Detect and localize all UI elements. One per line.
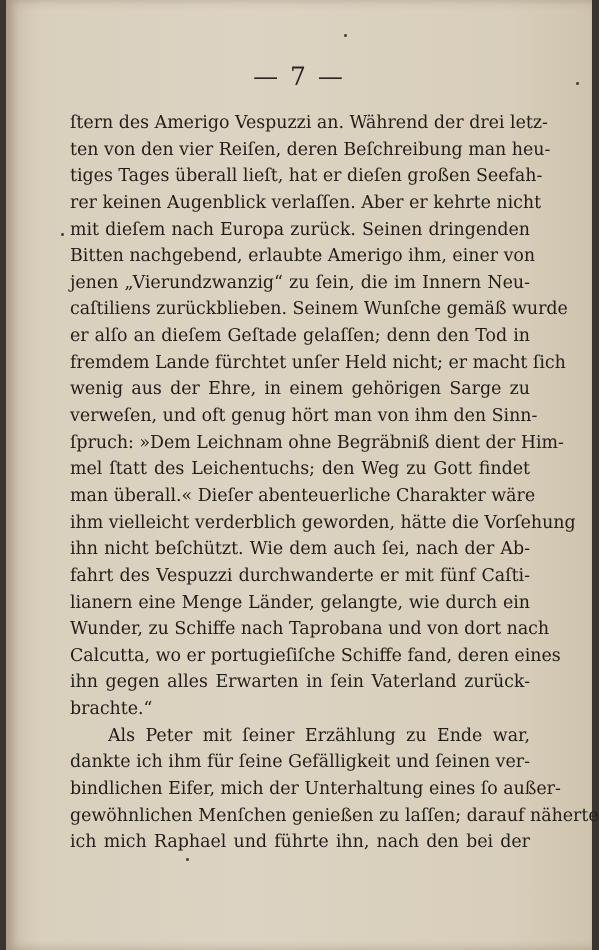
text-line: Bitten nachgebend, erlaubte Amerigo ihm, einer von	[70, 246, 536, 267]
text-line: wenig aus der Ehre, in einem gehörigen Sarge zu	[70, 379, 530, 400]
text-line: gewöhnlichen Menſchen genießen zu laſſen; darauf näherte	[70, 805, 599, 826]
text-line: er alſo an dieſem Geſtade gelaſſen; denn den Tod in	[70, 326, 530, 347]
text-line: tiges Tages überall lieſt, hat er dieſen großen Seefah-	[70, 166, 543, 187]
text-line: ſpruch: »Dem Leichnam ohne Begräbniß dient der Him-	[70, 432, 564, 453]
text-line: lianern eine Menge Länder, gelangte, wie durch ein	[70, 592, 530, 613]
text-line: jenen „Vierundzwanzig“ zu ſein, die im Innern Neu-	[70, 272, 530, 293]
text-line: caſtiliens zurückblieben. Seinem Wunſche gemäß wurde	[70, 299, 568, 320]
paper-speck	[576, 82, 579, 85]
text-line: ich mich Raphael und führte ihn, nach den bei der	[70, 832, 530, 853]
text-line: mit dieſem nach Europa zurück. Seinen dringenden	[70, 219, 530, 240]
book-page	[6, 0, 599, 950]
text-line: fremdem Lande fürchtet unſer Held nicht; er macht ſich	[70, 352, 566, 373]
paper-speck	[61, 233, 64, 236]
text-line: dankte ich ihm für ſeine Gefälligkeit und ſeinen ver-	[70, 752, 530, 773]
text-line: ihn gegen alles Erwarten in ſein Vaterland zurück-	[70, 672, 530, 693]
text-line: bindlichen Eifer, mich der Unterhaltung eines ſo außer-	[70, 779, 561, 800]
text-line: ten von den vier Reiſen, deren Beſchreibung man heu-	[70, 139, 551, 160]
paper-speck	[344, 34, 347, 37]
text-line: brachte.“	[70, 699, 153, 720]
text-line: rer keinen Augenblick verlaſſen. Aber er kehrte nicht	[70, 192, 542, 213]
paper-speck	[186, 858, 189, 861]
text-line: fahrt des Vespuzzi durchwanderte er mit fünf Caſti-	[70, 565, 530, 586]
body-text	[70, 110, 599, 856]
text-line: mel ſtatt des Leichentuchs; den Weg zu Gott findet	[70, 459, 530, 480]
text-line: Als Peter mit ſeiner Erzählung zu Ende war,	[108, 725, 530, 746]
text-line: man überall.« Dieſer abenteuerliche Charakter wäre	[70, 485, 536, 506]
text-line: Calcutta, wo er portugieſiſche Schiffe fand, deren eines	[70, 645, 561, 666]
text-line: ihm vielleicht verderblich geworden, hätte die Vorſehung	[70, 512, 576, 533]
text-line: ihn nicht beſchützt. Wie dem auch ſei, nach der Ab-	[70, 539, 530, 560]
text-line: Wunder, zu Schiffe nach Taprobana und von dort nach	[70, 619, 550, 640]
text-line: verweſen, und oft genug hört man von ihm den Sinn-	[70, 406, 538, 427]
page-number: — 7 —	[253, 62, 345, 91]
text-line: ſtern des Amerigo Vespuzzi an. Während der drei letz-	[70, 113, 548, 133]
